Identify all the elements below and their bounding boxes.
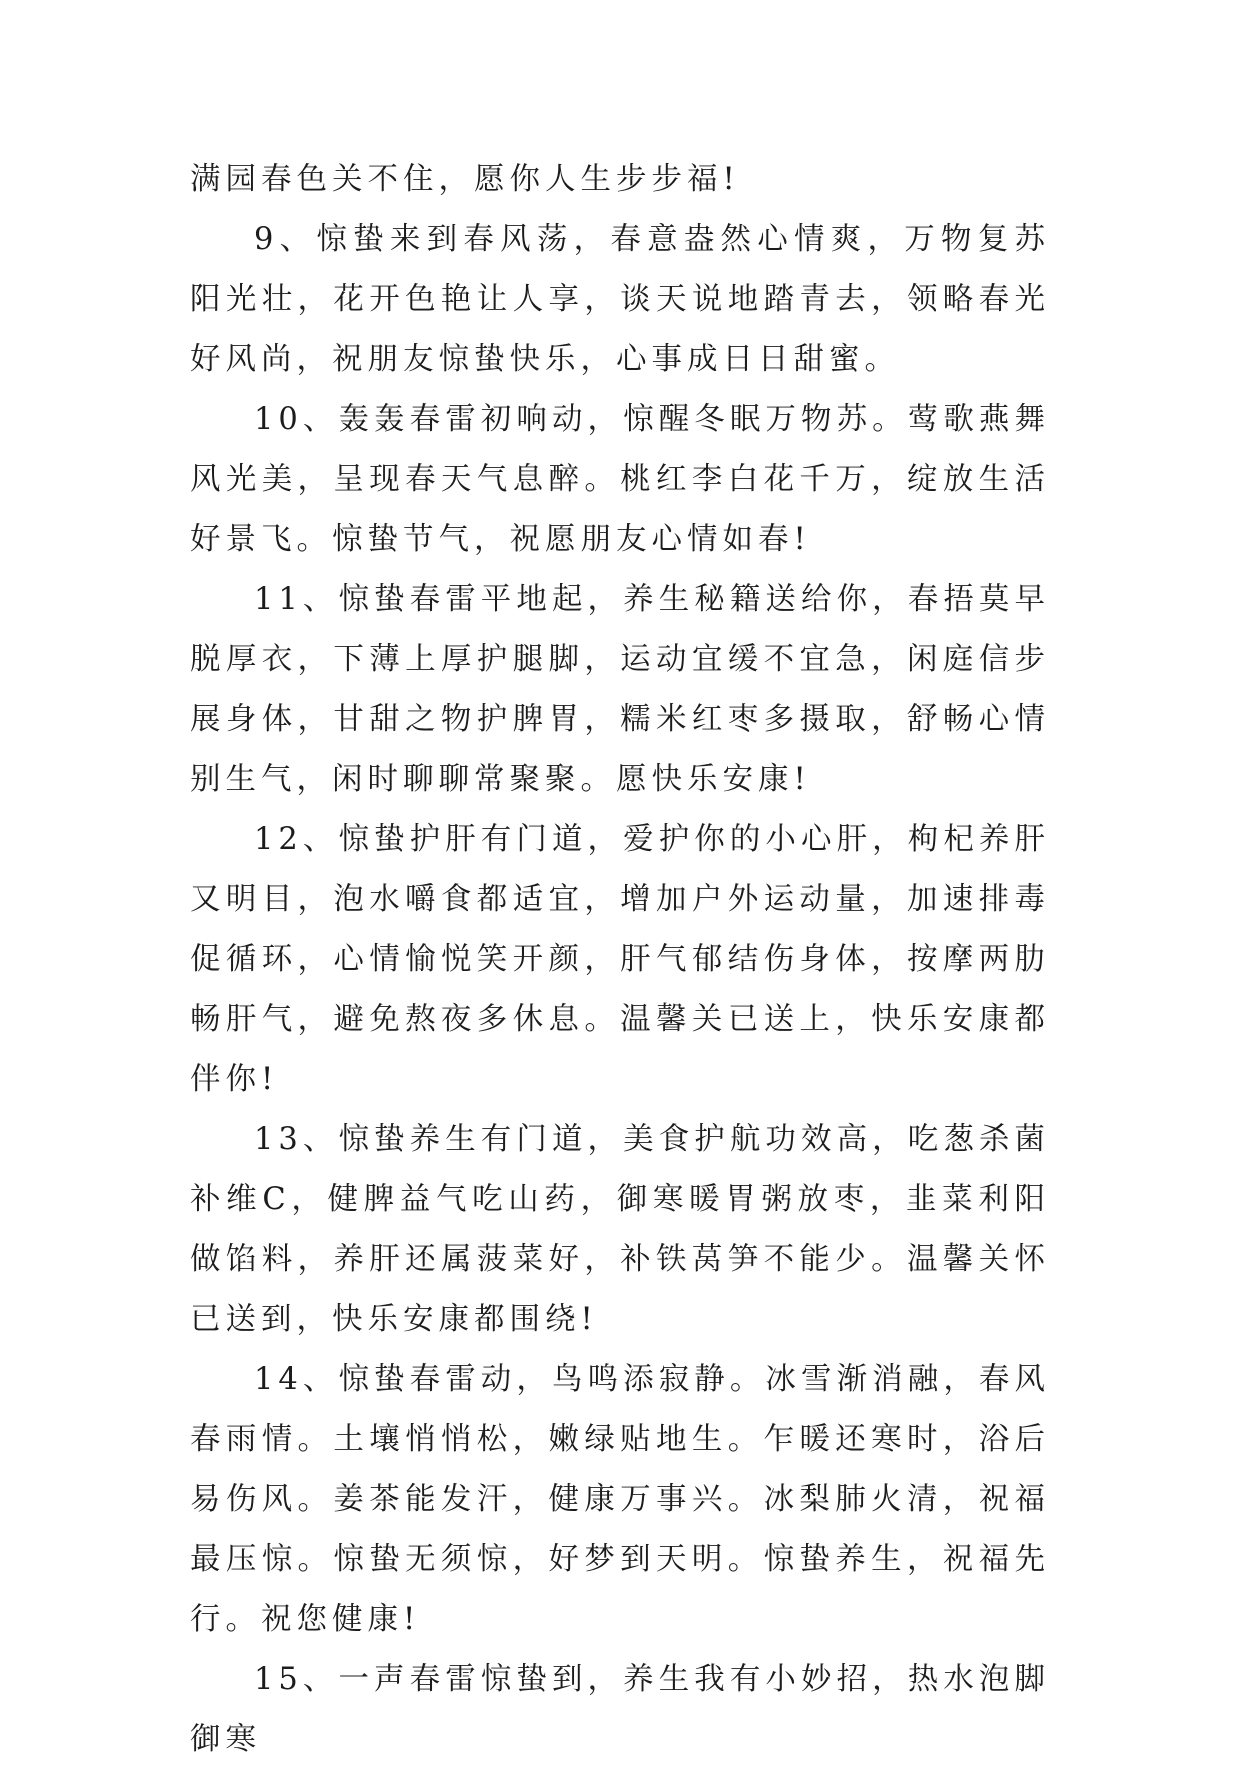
- paragraph-10: 10、轰轰春雷初响动，惊醒冬眠万物苏。莺歌燕舞风光美，呈现春天气息醉。桃红李白花千万，绽放生活好景飞。惊蛰节气，祝愿朋友心情如春!: [190, 402, 1050, 557]
- document-body: [190, 150, 1050, 1770]
- paragraph-15: 15、一声春雷惊蛰到，养生我有小妙招，热水泡脚御寒: [190, 1662, 1050, 1757]
- paragraph-14: 14、惊蛰春雷动，鸟鸣添寂静。冰雪渐消融，春风春雨情。土壤悄悄松，嫩绿贴地生。乍暖还寒时，浴后易伤风。姜茶能发汗，健康万事兴。冰梨肺火清，祝福最压惊。惊蛰无须惊，好梦到天明。惊蛰养生，祝福先行。祝您健康!: [190, 1362, 1050, 1637]
- paragraph-11: 11、惊蛰春雷平地起，养生秘籍送给你，春捂莫早脱厚衣，下薄上厚护腿脚，运动宜缓不宜急，闲庭信步展身体，甘甜之物护脾胃，糯米红枣多摄取，舒畅心情别生气，闲时聊聊常聚聚。愿快乐安康!: [190, 582, 1050, 797]
- paragraph-continuation: 满园春色关不住，愿你人生步步福!: [190, 162, 740, 197]
- paragraph-12: 12、惊蛰护肝有门道，爱护你的小心肝，枸杞养肝又明目，泡水嚼食都适宜，增加户外运动量，加速排毒促循环，心情愉悦笑开颜，肝气郁结伤身体，按摩两肋畅肝气，避免熬夜多休息。温馨关已送上，快乐安康都伴你!: [190, 822, 1050, 1097]
- paragraph-9: 9、惊蛰来到春风荡，春意盎然心情爽，万物复苏阳光壮，花开色艳让人享，谈天说地踏青去，领略春光好风尚，祝朋友惊蛰快乐，心事成日日甜蜜。: [190, 222, 1050, 377]
- paragraph-13: 13、惊蛰养生有门道，美食护航功效高，吃葱杀菌补维C，健脾益气吃山药，御寒暖胃粥放枣，韭菜利阳做馅料，养肝还属菠菜好，补铁莴笋不能少。温馨关怀已送到，快乐安康都围绕!: [190, 1122, 1050, 1337]
